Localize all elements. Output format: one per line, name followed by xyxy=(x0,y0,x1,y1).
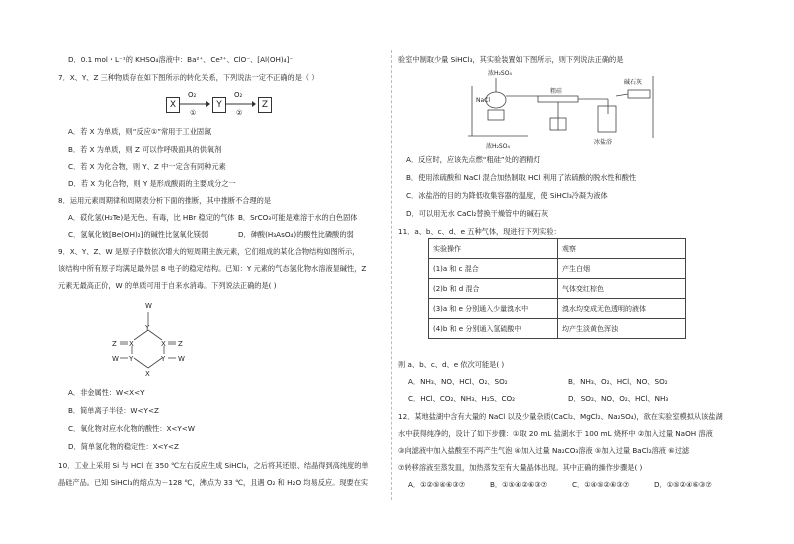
q10-option-a: A．反应时，应该先点燃“粗硅”处的酒精灯 xyxy=(406,155,541,164)
q11-question: 则 a、b、c、d、e 依次可能是( ) xyxy=(398,360,505,369)
q12-stem-line1: 12．某地盐湖中含有大量的 NaCl 以及少量杂质(CaCl₂、MgCl₂、Na₂SO₄)，欲在实验室模拟从该盐湖 xyxy=(398,412,723,421)
step-2-label: ② xyxy=(236,109,243,117)
q12-option-a: A．①②⑤④⑥③⑦ xyxy=(408,480,466,489)
q12-stem-line3: ③向滤液中加入盐酸至不再产生气泡 ④加入过量 Na₂CO₃溶液 ⑤加入过量 BaCl₂溶液 ⑥过滤 xyxy=(398,446,690,455)
atom-w-top: W xyxy=(145,302,152,310)
q7-conversion-diagram xyxy=(166,92,276,122)
table-row xyxy=(429,299,686,319)
q11-option-a: A．NH₃、NO、HCl、O₂、SO₂ xyxy=(408,377,508,386)
atom-z-right: Z xyxy=(178,340,183,348)
label-soda-lime: 碱石灰 xyxy=(624,79,643,86)
label-crude-si: 粗硅 xyxy=(550,88,563,95)
atom-w-left: W xyxy=(112,355,119,363)
q11-option-d: D．SO₂、NO、O₂、HCl、NH₃ xyxy=(568,394,669,403)
q10-apparatus-figure xyxy=(458,66,658,152)
q7-option-a: A．若 X 为单质，则“反应①”常用于工业固氮 xyxy=(68,127,212,136)
q10-stem-line2: 晶硅产品。已知 SiHCl₃的熔点为－128 ℃，沸点为 33 ℃，且遇 O₂ 和 H₂O 均易反应。现要在实 xyxy=(58,478,369,487)
q9-structure-diagram xyxy=(108,296,228,380)
q8-option-a: A．砹化氢(H₂Te)是无色、有毒，比 HBr 稳定的气体 xyxy=(68,213,235,222)
q9-option-c: C．氧化物对应水化物的酸性：X<Y<W xyxy=(68,424,195,433)
q9-stem-line3: 元素无最高正价，W 的单质可用于自来水消毒。下列说法正确的是( ) xyxy=(58,281,277,290)
label-ice-salt: 冰盐浴 xyxy=(594,139,613,146)
q10-stem-line1: 10．工业上采用 Si 与 HCl 在 350 ℃左右反应生成 SiHCl₃，之后将其还原、结晶得到高纯度的单 xyxy=(58,461,369,470)
atom-z-left: Z xyxy=(112,340,117,348)
table-row xyxy=(429,319,686,339)
step-1-label: ① xyxy=(190,109,197,117)
q10-option-d: D．可以用无水 CaCl₂替换干燥管中的碱石灰 xyxy=(406,209,549,218)
table-cell: 均产生淡黄色浑浊 xyxy=(558,319,686,339)
q7-option-d: D．若 X 为化合物，则 Y 是形成酸雨的主要成分之一 xyxy=(68,179,236,188)
table-cell: (3)a 和 e 分别通入少量溴水中 xyxy=(429,299,558,319)
q9-stem-line2: 该结构中所有原子均满足最外层 8 电子的稳定结构。已知：Y 元素的气态氢化物水溶液显碱性，Z xyxy=(58,264,367,273)
table-row xyxy=(429,279,686,299)
atom-y-left: Y xyxy=(129,355,134,363)
label-conc-h2so4-bottom: 浓H₂SO₄ xyxy=(486,143,510,150)
o2-label-1: O₂ xyxy=(188,91,197,99)
z-box: Z xyxy=(258,97,272,113)
q11-option-b: B．NH₃、O₂、HCl、NO、SO₂ xyxy=(568,377,668,386)
q9-option-b: B．简单离子半径：W<Y<Z xyxy=(68,406,159,415)
q6-option-d: D．0.1 mol・L⁻¹的 KHSO₄溶液中：Ba²⁺、Ce³⁺、ClO⁻、[Al(OH)₄]⁻ xyxy=(68,55,294,64)
label-nacl: NaCl xyxy=(476,97,491,104)
atom-x-right: X xyxy=(161,340,166,348)
q9-stem-line1: 9．X、Y、Z、W 是原子序数依次增大的短周期主族元素，它们组成的某化合物结构如图所示， xyxy=(58,247,360,256)
x-box: X xyxy=(166,97,180,113)
arrow-1 xyxy=(180,101,210,107)
q10-option-b: B．使用浓硫酸和 NaCl 混合加热制取 HCl 利用了浓硫酸的脱水性和酸性 xyxy=(406,173,637,182)
q12-stem-line4: ⑦转移溶液至蒸发皿，加热蒸发至有大量晶体出现。其中正确的操作步骤是( ) xyxy=(398,463,643,472)
q11-option-c: C．HCl、CO₂、NH₃、H₂S、CO₂ xyxy=(408,394,516,403)
table-header-row xyxy=(429,239,686,259)
atom-y-top: Y xyxy=(145,324,150,332)
table-cell: (2)b 和 d 混合 xyxy=(429,279,558,299)
q9-option-a: A．非金属性：W<X<Y xyxy=(68,388,145,397)
table-header-cell: 实验操作 xyxy=(429,239,558,259)
column-divider xyxy=(391,50,392,500)
atom-w-right: W xyxy=(178,355,185,363)
q8-option-c: C．氢氧化铍[Be(OH)₂]的碱性比氢氧化镁弱 xyxy=(68,230,209,239)
q12-stem-line2: 水中获得纯净的，设计了如下步骤：①取 20 mL 盐湖水于 100 mL 烧杯中 ②加入过量 NaOH 溶液 xyxy=(398,429,713,438)
table-header-cell: 观察 xyxy=(558,239,686,259)
q12-option-d: D．①⑤②④⑥③⑦ xyxy=(654,480,712,489)
q8-option-d: D．砷酸(H₃AsO₄)的酸性比磷酸的弱 xyxy=(238,230,354,239)
arrow-2 xyxy=(226,101,256,107)
table-cell: (1)a 和 c 混合 xyxy=(429,259,558,279)
atom-x-bottom: X xyxy=(145,370,150,378)
o2-label-2: O₂ xyxy=(234,91,243,99)
atom-x-left: X xyxy=(129,340,134,348)
table-cell: 产生白烟 xyxy=(558,259,686,279)
q8-option-b: B．SrCO₃可能是难溶于水的白色固体 xyxy=(238,213,358,222)
q12-option-b: B．①⑤④②⑥③⑦ xyxy=(490,480,548,489)
q12-option-c: C．①④⑤②⑥③⑦ xyxy=(572,480,630,489)
label-conc-h2so4-top: 浓H₂SO₄ xyxy=(488,70,512,77)
y-box: Y xyxy=(212,97,226,113)
q10-stem-line3: 验室中制取少量 SiHCl₃，其实验装置如下图所示，则下列说法正确的是 xyxy=(398,55,624,64)
table-cell: 气体变红棕色 xyxy=(558,279,686,299)
q10-option-c: C．冰盐浴的目的为降低收集容器的温度，使 SiHCl₃冷凝为液体 xyxy=(406,191,608,200)
table-row xyxy=(429,259,686,279)
q9-option-d: D．简单氢化物的稳定性：X<Y<Z xyxy=(68,442,179,451)
q8-stem: 8．运用元素周期律和周期表分析下面的推断，其中推断不合理的是 xyxy=(58,196,272,205)
q11-stem: 11．a、b、c、d、e 五种气体，现进行下列实验： xyxy=(398,227,561,236)
q7-stem: 7．X、Y、Z 三种物质存在如下图所示的转化关系，下列说法一定不正确的是（ ） xyxy=(58,73,319,82)
table-cell: 溴水均变成无色透明的液体 xyxy=(558,299,686,319)
q7-option-c: C．若 X 为化合物，则 Y、Z 中一定含有同种元素 xyxy=(68,162,226,171)
table-cell: (4)b 和 e 分别通入氢硫酸中 xyxy=(429,319,558,339)
atom-y-right: Y xyxy=(161,355,166,363)
q11-table xyxy=(428,238,686,339)
q7-option-b: B．若 X 为单质，则 Z 可以作呼吸面具的供氧剂 xyxy=(68,145,222,154)
